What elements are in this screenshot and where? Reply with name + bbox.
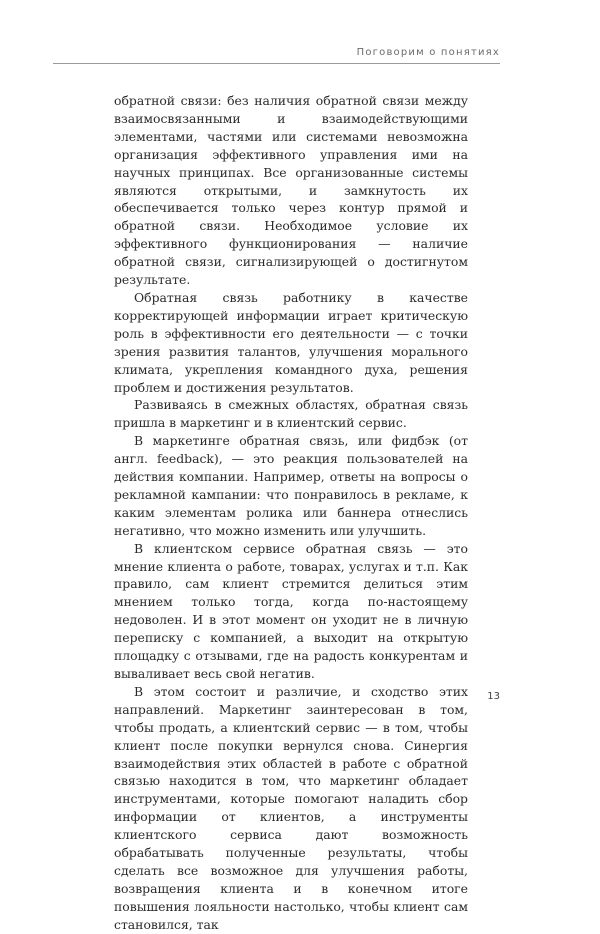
paragraph-3: Развиваясь в смежных областях, обратная связь пришла в маркетинг и в клиентский сервис. [114, 397, 468, 431]
header-rule [53, 63, 500, 64]
paragraph-6: В этом состоит и различие, и сходство этих направлений. Маркетинг заинтересован в том, чтобы продать, а клиентский сервис — в том, чтобы клиент после покупки вернулся снова. Синергия взаимодействия этих областей в работе с обратной связью находится в том, что маркетинг обладает инструментами, которые помогают наладить сбор информации от клиентов, а инструменты клиентского сервиса дают возможность обрабатывать полученные результаты, чтобы сделать все возможное для улучшения работы, возвращения клиента и в конечном итоге повышения лояльности настолько, чтобы клиент сам становился, так [114, 683, 468, 932]
paragraph-5: В клиентском сервисе обратная связь — это мнение клиента о работе, товарах, услугах и т.п. Как правило, сам клиент стремится делиться этим мнением только тогда, когда по-настоящему недоволен. И в этот момент он уходит не в личную переписку с компанией, а выходит на открытую площадку с отзывами, где на радость конкурентам и вываливает весь свой негатив. [114, 540, 468, 681]
paragraph-2: Обратная связь работнику в качестве корректирующей информации играет критическую роль в эффективности его деятельности — с точки зрения развития талантов, улучшения морального климата, укрепления командного духа, решения проблем и достижения результатов. [114, 289, 468, 395]
page-number: 13 [487, 691, 500, 702]
running-header-title: Поговорим о понятиях [356, 47, 500, 58]
paragraph-1: обратной связи: без наличия обратной связи между взаимосвязанными и взаимодействующими элементами, частями или системами невозможна организация эффективного управления ими на научных принципах. Все организованные системы являются открытыми, и замкнутость их обеспечивается только через контур прямой и обратной связи. Необходимое условие их эффективного функционирования — наличие обратной связи, сигнализирующей о достигнутом результате. [114, 93, 468, 288]
body-text [114, 92, 468, 934]
paragraph-4: В маркетинге обратная связь, или фидбэк (от англ. feedback), — это реакция пользователей на действия компании. Например, ответы на вопросы о рекламной кампании: что понравилось в рекламе, к каким элементам ролика или баннера отнеслись негативно, что можно изменить или улучшить. [114, 433, 468, 538]
